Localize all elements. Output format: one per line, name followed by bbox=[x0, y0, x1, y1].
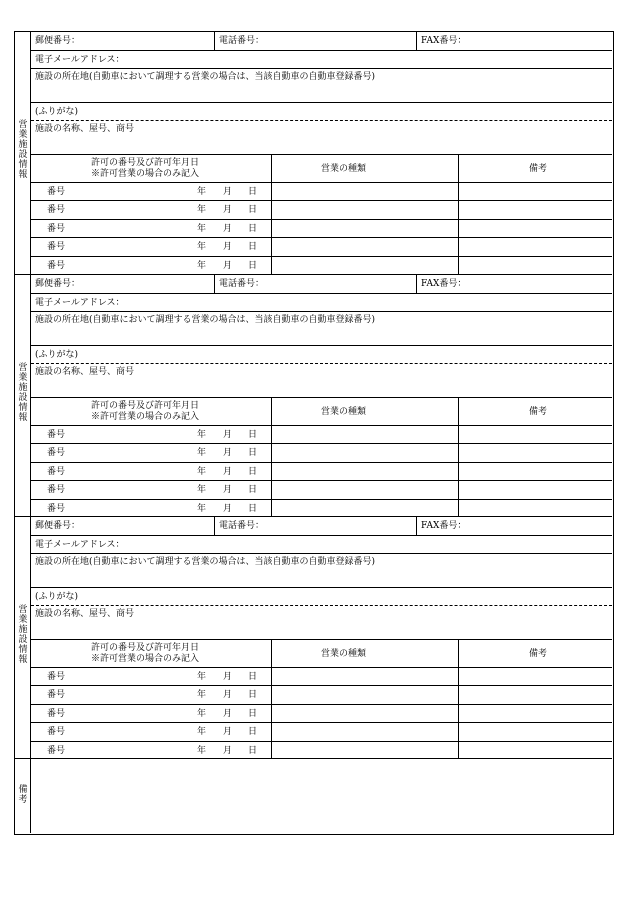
furigana-label: (ふりがな) bbox=[35, 592, 79, 602]
permit-number-label: 番号 bbox=[47, 260, 66, 271]
year-label: 年 bbox=[197, 708, 207, 719]
permit-row bbox=[31, 667, 612, 668]
year-label: 年 bbox=[197, 485, 207, 496]
facility-name-label: 施設の名称、屋号、商号 bbox=[35, 124, 135, 134]
permit-row bbox=[31, 499, 612, 500]
day-label: 日 bbox=[248, 672, 258, 682]
day-label: 日 bbox=[248, 430, 258, 440]
permit-number-label: 番号 bbox=[47, 466, 66, 477]
facility-name-label: 施設の名称、屋号、商号 bbox=[35, 367, 135, 377]
permit-number-label: 番号 bbox=[47, 448, 66, 459]
facility-block bbox=[15, 274, 612, 516]
permit-header-line1: 許可の番号及び許可年月日 bbox=[91, 643, 200, 653]
year-label: 年 bbox=[197, 430, 207, 440]
year-label: 年 bbox=[197, 503, 207, 514]
remarks-block bbox=[15, 758, 612, 833]
section-side bbox=[15, 275, 31, 516]
permit-row bbox=[31, 200, 612, 201]
fax-label: FAX番号： bbox=[421, 279, 467, 289]
email-label: 電子メールアドレス： bbox=[35, 298, 125, 308]
permit-number-label: 番号 bbox=[47, 242, 66, 253]
remarks-header: 備考 bbox=[529, 649, 548, 659]
business-type-header: 営業の種類 bbox=[321, 649, 367, 659]
permit-header-line2: ※許可営業の場合のみ記入 bbox=[91, 654, 200, 664]
permit-row bbox=[31, 182, 612, 183]
remarks-side-label: 備考 bbox=[18, 785, 28, 805]
permit-row bbox=[31, 685, 612, 686]
permit-number-label: 番号 bbox=[47, 690, 66, 701]
day-label: 日 bbox=[248, 205, 258, 216]
month-label: 月 bbox=[223, 708, 233, 719]
location-label: 施設の所在地(自動車において調理する営業の場合は、当該自動車の自動車登録番号) bbox=[35, 557, 376, 567]
day-label: 日 bbox=[248, 223, 258, 234]
section-content bbox=[31, 275, 612, 516]
section-content bbox=[31, 517, 612, 758]
facility-form bbox=[14, 31, 614, 835]
day-label: 日 bbox=[248, 187, 258, 197]
remarks-header: 備考 bbox=[529, 407, 548, 417]
month-label: 月 bbox=[223, 485, 233, 496]
month-label: 月 bbox=[223, 223, 233, 234]
furigana-label: (ふりがな) bbox=[35, 350, 79, 360]
section-side bbox=[15, 517, 31, 758]
permit-row bbox=[31, 480, 612, 481]
month-label: 月 bbox=[223, 242, 233, 253]
month-label: 月 bbox=[223, 672, 233, 682]
month-label: 月 bbox=[223, 503, 233, 514]
fax-label: FAX番号： bbox=[421, 36, 467, 46]
year-label: 年 bbox=[197, 690, 207, 701]
facility-block bbox=[15, 32, 612, 274]
permit-row bbox=[31, 722, 612, 723]
furigana-label: (ふりがな) bbox=[35, 107, 79, 117]
postal-code-label: 郵便番号： bbox=[35, 279, 81, 289]
permit-header-line1: 許可の番号及び許可年月日 bbox=[91, 158, 200, 168]
year-label: 年 bbox=[197, 727, 207, 738]
permit-number-label: 番号 bbox=[47, 503, 66, 514]
section-content bbox=[31, 32, 612, 274]
month-label: 月 bbox=[223, 260, 233, 271]
location-label: 施設の所在地(自動車において調理する営業の場合は、当該自動車の自動車登録番号) bbox=[35, 72, 376, 82]
postal-code-label: 郵便番号： bbox=[35, 521, 81, 531]
permit-header-line2: ※許可営業の場合のみ記入 bbox=[91, 412, 200, 422]
business-type-header: 営業の種類 bbox=[321, 407, 367, 417]
location-label: 施設の所在地(自動車において調理する営業の場合は、当該自動車の自動車登録番号) bbox=[35, 315, 376, 325]
month-label: 月 bbox=[223, 187, 233, 197]
year-label: 年 bbox=[197, 745, 207, 756]
email-label: 電子メールアドレス： bbox=[35, 55, 125, 65]
year-label: 年 bbox=[197, 242, 207, 253]
permit-row bbox=[31, 462, 612, 463]
postal-code-label: 郵便番号： bbox=[35, 36, 81, 46]
day-label: 日 bbox=[248, 485, 258, 496]
month-label: 月 bbox=[223, 727, 233, 738]
permit-number-label: 番号 bbox=[47, 430, 66, 440]
month-label: 月 bbox=[223, 430, 233, 440]
month-label: 月 bbox=[223, 466, 233, 477]
section-label: 営業施設情報 bbox=[18, 120, 28, 180]
year-label: 年 bbox=[197, 187, 207, 197]
year-label: 年 bbox=[197, 466, 207, 477]
year-label: 年 bbox=[197, 205, 207, 216]
month-label: 月 bbox=[223, 690, 233, 701]
permit-number-label: 番号 bbox=[47, 745, 66, 756]
permit-row bbox=[31, 741, 612, 742]
day-label: 日 bbox=[248, 745, 258, 756]
facility-block bbox=[15, 516, 612, 758]
permit-number-label: 番号 bbox=[47, 672, 66, 682]
day-label: 日 bbox=[248, 708, 258, 719]
month-label: 月 bbox=[223, 745, 233, 756]
phone-label: 電話番号： bbox=[219, 36, 265, 46]
phone-label: 電話番号： bbox=[219, 279, 265, 289]
remarks-header: 備考 bbox=[529, 164, 548, 174]
day-label: 日 bbox=[248, 448, 258, 459]
day-label: 日 bbox=[248, 503, 258, 514]
day-label: 日 bbox=[248, 727, 258, 738]
facility-name-label: 施設の名称、屋号、商号 bbox=[35, 609, 135, 619]
permit-header-line2: ※許可営業の場合のみ記入 bbox=[91, 169, 200, 179]
year-label: 年 bbox=[197, 260, 207, 271]
section-label: 営業施設情報 bbox=[18, 363, 28, 423]
permit-row bbox=[31, 219, 612, 220]
permit-row bbox=[31, 704, 612, 705]
permit-number-label: 番号 bbox=[47, 223, 66, 234]
permit-number-label: 番号 bbox=[47, 187, 66, 197]
permit-row bbox=[31, 425, 612, 426]
permit-row bbox=[31, 237, 612, 238]
permit-number-label: 番号 bbox=[47, 485, 66, 496]
day-label: 日 bbox=[248, 260, 258, 271]
permit-row bbox=[31, 256, 612, 257]
month-label: 月 bbox=[223, 205, 233, 216]
business-type-header: 営業の種類 bbox=[321, 164, 367, 174]
fax-label: FAX番号： bbox=[421, 521, 467, 531]
permit-number-label: 番号 bbox=[47, 708, 66, 719]
day-label: 日 bbox=[248, 690, 258, 701]
permit-number-label: 番号 bbox=[47, 727, 66, 738]
year-label: 年 bbox=[197, 448, 207, 459]
phone-label: 電話番号： bbox=[219, 521, 265, 531]
day-label: 日 bbox=[248, 466, 258, 477]
email-label: 電子メールアドレス： bbox=[35, 540, 125, 550]
permit-row bbox=[31, 443, 612, 444]
month-label: 月 bbox=[223, 448, 233, 459]
section-label: 営業施設情報 bbox=[18, 605, 28, 665]
permit-number-label: 番号 bbox=[47, 205, 66, 216]
section-side bbox=[15, 32, 31, 274]
year-label: 年 bbox=[197, 223, 207, 234]
day-label: 日 bbox=[248, 242, 258, 253]
permit-header-line1: 許可の番号及び許可年月日 bbox=[91, 401, 200, 411]
year-label: 年 bbox=[197, 672, 207, 682]
